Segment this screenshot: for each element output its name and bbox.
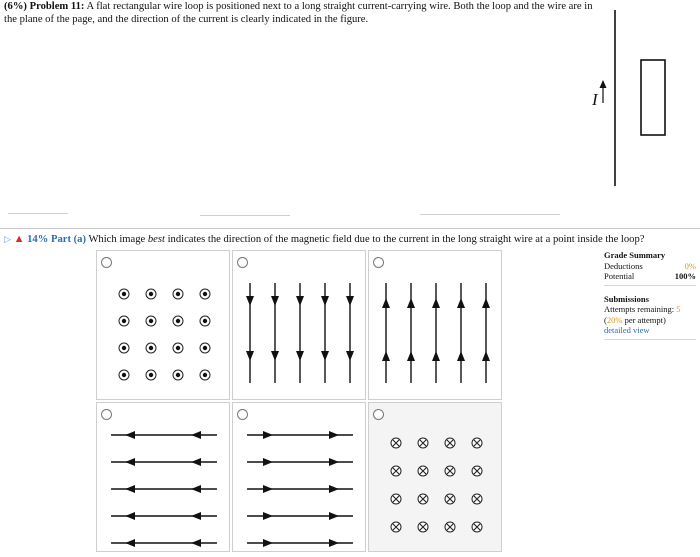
option-arrows-down[interactable]: [232, 250, 366, 400]
question-emphasis: best: [147, 234, 165, 245]
warning-icon: ▲: [13, 233, 25, 245]
option-crosses-in[interactable]: [368, 402, 502, 552]
potential-label: Potential: [604, 271, 635, 281]
option-arrows-left[interactable]: [96, 402, 230, 552]
deductions-row: [604, 261, 696, 272]
attempts-label: Attempts remaining:: [604, 304, 675, 314]
part-label: Part (a): [50, 234, 86, 245]
current-label: I: [592, 90, 598, 109]
sidebar-divider-bottom: [604, 339, 696, 340]
expand-play-icon[interactable]: ▷: [4, 234, 11, 244]
faded-content: [0, 207, 700, 227]
potential-value: 100%: [674, 271, 696, 281]
problem-statement: [4, 0, 604, 26]
detailed-view-link[interactable]: detailed view: [604, 325, 650, 335]
grade-sidebar: [604, 250, 696, 343]
deductions-value: 0%: [684, 260, 696, 271]
per-attempt-value: 20%: [606, 314, 623, 325]
per-attempt-suffix: per attempt): [622, 314, 666, 325]
part-percent: 14%: [27, 234, 49, 245]
part-header: [4, 233, 644, 246]
submissions-title: Submissions: [604, 293, 649, 304]
potential-row: [604, 271, 696, 282]
question-prefix: Which image: [88, 234, 148, 245]
option-dots-out[interactable]: [96, 250, 230, 400]
attempts-row: [604, 304, 696, 315]
question-suffix: indicates the direction of the magnetic field due to the current in the long straight wire at a point inside the loop?: [164, 234, 645, 245]
option-arrows-right[interactable]: [232, 402, 366, 552]
wire-loop: [641, 60, 665, 135]
sidebar-divider: [604, 285, 696, 286]
answer-options-grid: [96, 250, 504, 557]
crosses-in-pattern: [369, 403, 503, 553]
arrows-right-pattern: [233, 403, 367, 553]
problem-header: (6%) Problem 11:: [4, 1, 85, 12]
problem-figure: [560, 0, 700, 200]
attempts-value: 5: [676, 304, 681, 314]
problem-text: A flat rectangular wire loop is positioned next to a long straight current-carrying wire. Both the loop and the wire are in the plane of the page, and the direction of the current is clearly indicated in the figure.: [4, 1, 593, 25]
arrows-down-pattern: [233, 251, 367, 401]
part-divider: [0, 228, 700, 229]
per-attempt-open: (: [604, 314, 607, 325]
dots-out-pattern: [97, 251, 231, 401]
arrows-up-pattern: [369, 251, 503, 401]
arrows-left-pattern: [97, 403, 231, 553]
per-attempt-row: [604, 315, 696, 326]
current-arrowhead: [600, 80, 607, 88]
deductions-label: Deductions: [604, 260, 643, 271]
grade-summary-title: Grade Summary: [604, 250, 666, 260]
option-arrows-up[interactable]: [368, 250, 502, 400]
